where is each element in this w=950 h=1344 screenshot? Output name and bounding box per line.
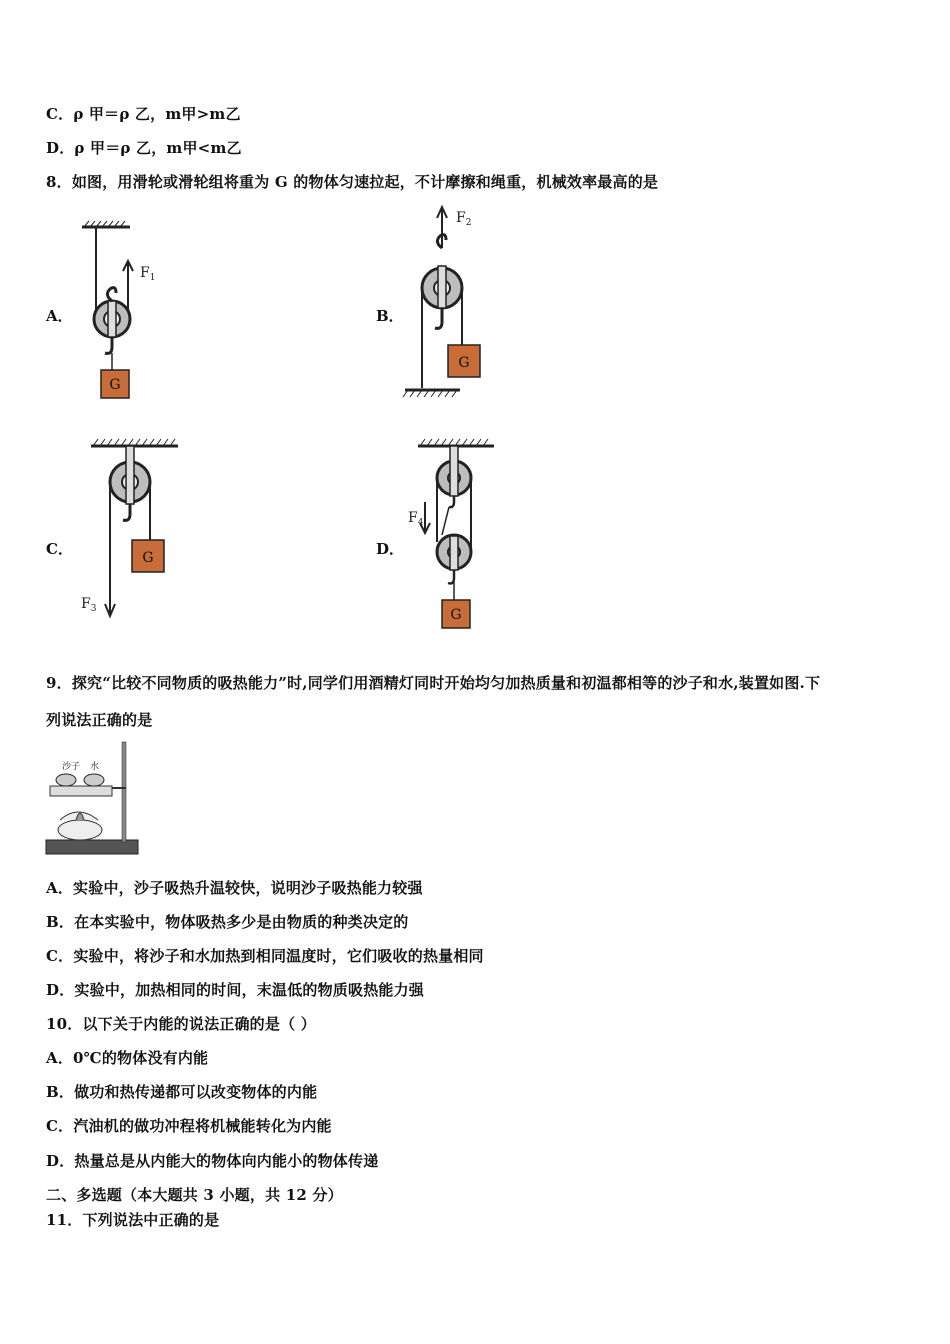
q7-option-d: D．ρ 甲＝ρ 乙，m甲<m乙	[46, 139, 242, 157]
pulley-figure-c	[75, 432, 195, 627]
water-label: 水	[90, 762, 100, 772]
q10-option-d: D．热量总是从内能大的物体向内能小的物体传递	[46, 1152, 379, 1170]
weight-g-label-c: G	[142, 550, 154, 566]
section-2-title: 二、多选题（本大题共 3 小题，共 12 分）	[46, 1186, 343, 1204]
q9-option-b: B．在本实验中，物体吸热多少是由物质的种类决定的	[46, 913, 409, 931]
q9-stem-line2: 列说法正确的是	[46, 711, 153, 729]
pulley-figure-a	[70, 215, 180, 410]
weight-g-label-b: G	[458, 355, 470, 371]
q8-option-c-label: C．	[46, 540, 73, 558]
force-f4-label: $F_4$	[408, 510, 424, 528]
q10-option-c: C．汽油机的做功冲程将机械能转化为内能	[46, 1117, 332, 1135]
force-f2-label: $F_2$	[456, 210, 472, 228]
force-f3-label: $F_3$	[81, 596, 97, 614]
q7-option-c: C．ρ 甲＝ρ 乙，m甲>m乙	[46, 105, 241, 123]
q8-option-b-label: B．	[376, 307, 404, 325]
sand-label: 沙子	[62, 762, 81, 772]
q9-option-a: A．实验中，沙子吸热升温较快，说明沙子吸热能力较强	[46, 879, 423, 897]
weight-g-label-a: G	[109, 377, 121, 393]
q10-option-b: B．做功和热传递都可以改变物体的内能	[46, 1083, 318, 1101]
q9-option-d: D．实验中，加热相同的时间，末温低的物质吸热能力强	[46, 981, 425, 999]
q10-option-a: A．0℃的物体没有内能	[46, 1049, 209, 1067]
q10-stem: 10．以下关于内能的说法正确的是（ ）	[46, 1015, 316, 1033]
q9-option-c: C．实验中，将沙子和水加热到相同温度时，它们吸收的热量相同	[46, 947, 484, 965]
q8-option-d-label: D．	[376, 540, 405, 558]
q8-stem: 8．如图，用滑轮或滑轮组将重为 G 的物体匀速拉起，不计摩擦和绳重，机械效率最高的是	[46, 173, 659, 191]
q11-stem: 11．下列说法中正确的是	[46, 1211, 220, 1229]
weight-g-label-d: G	[450, 607, 462, 623]
force-f1-label: $F_1$	[140, 265, 156, 283]
q8-option-a-label: A．	[46, 307, 73, 325]
pulley-figure-d	[402, 432, 512, 632]
q9-stem-line1: 9．探究“比较不同物质的吸热能力”时,同学们用酒精灯同时开始均匀加热质量和初温都相等的沙子和水,装置如图.下	[46, 674, 821, 692]
pulley-figure-b	[400, 200, 510, 400]
heating-apparatus-figure	[44, 740, 144, 860]
